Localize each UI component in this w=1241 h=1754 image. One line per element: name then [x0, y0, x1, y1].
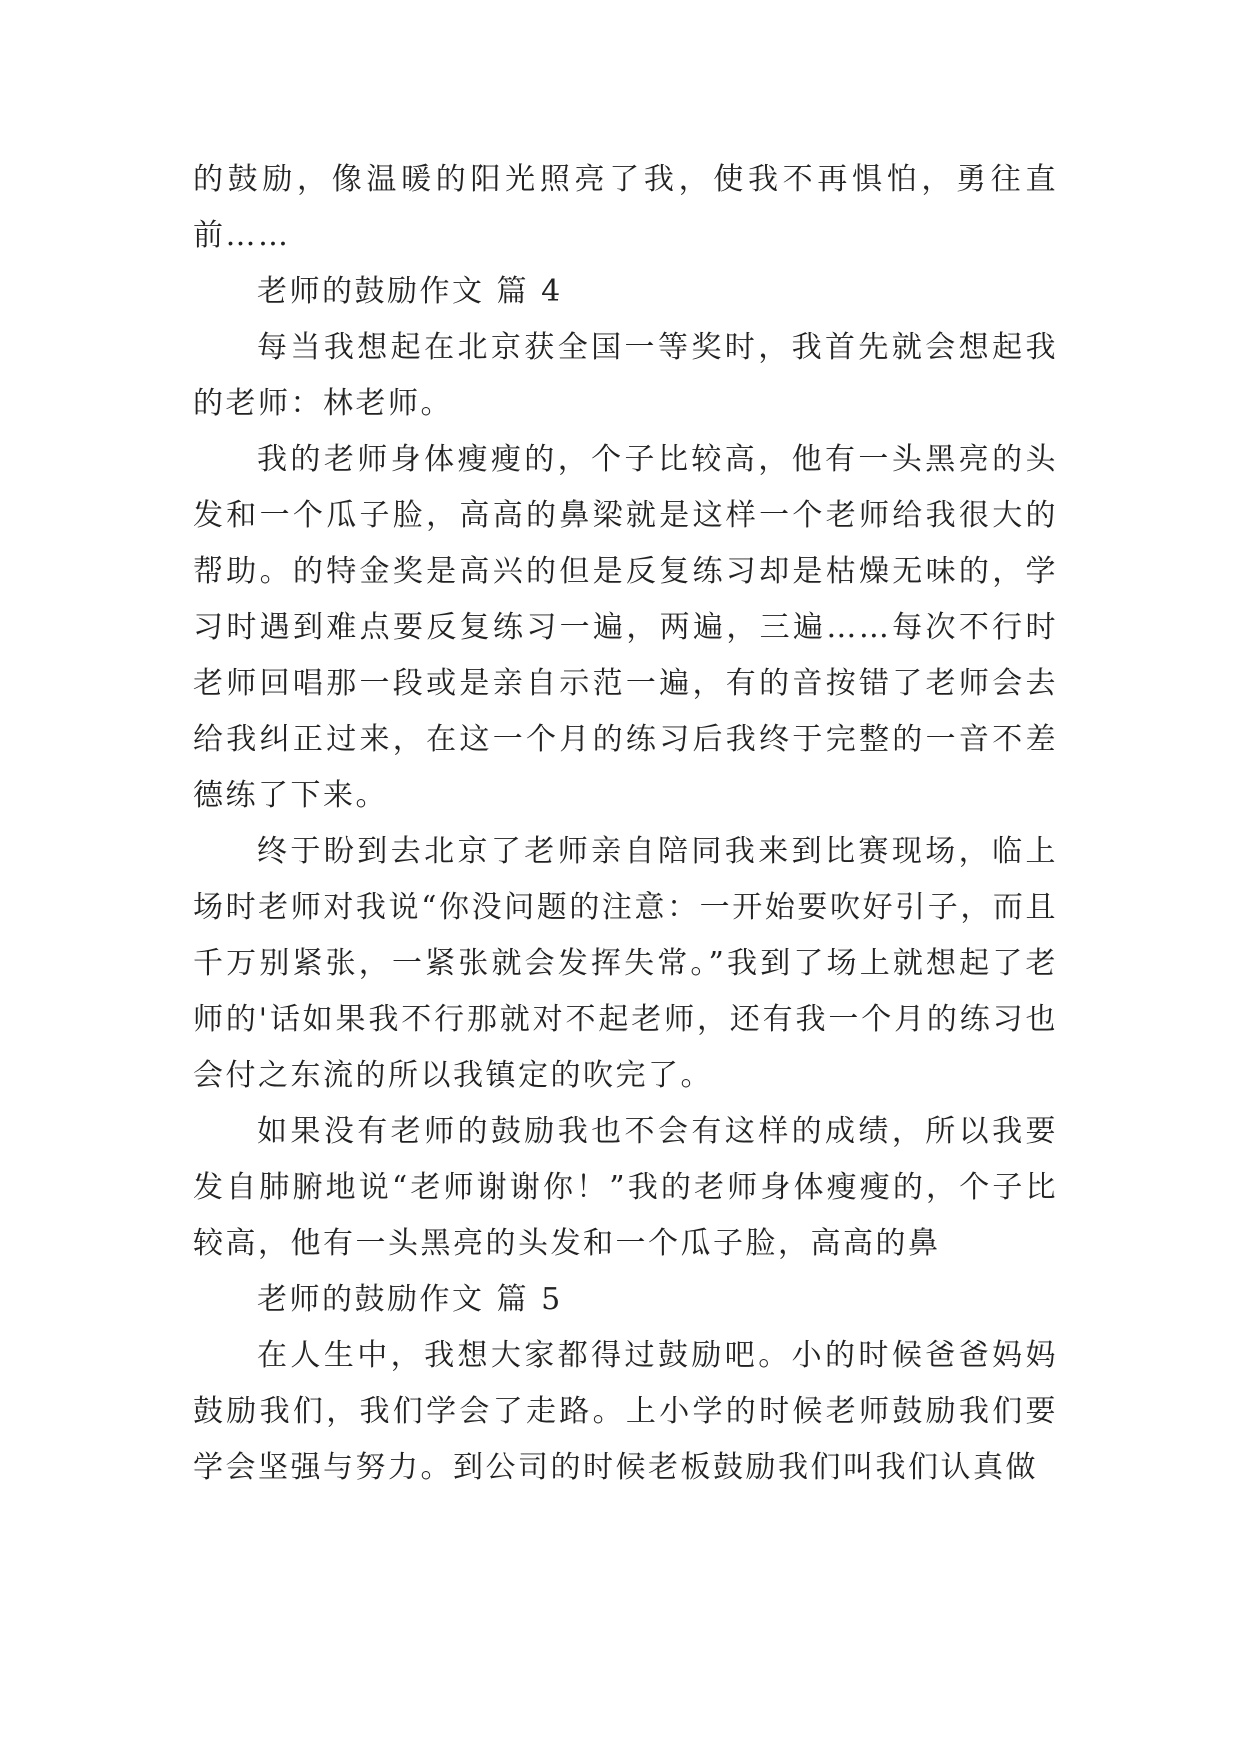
paragraph: 在人生中，我想大家都得过鼓励吧。小的时候爸爸妈妈鼓励我们，我们学会了走路。上小学的时候老师鼓励我们要学会坚强与努力。到公司的时候老板鼓励我们叫我们认真做	[193, 1338, 1058, 1485]
paragraph: 终于盼到去北京了老师亲自陪同我来到比赛现场，临上场时老师对我说“你没问题的注意：一开始要吹好引子，而且千万别紧张，一紧张就会发挥失常。”我到了场上就想起了老师的'话如果我不行那就对不起老师，还有我一个月的练习也会付之东流的所以我镇定的吹完了。	[193, 834, 1058, 1093]
paragraph: 如果没有老师的鼓励我也不会有这样的成绩，所以我要发自肺腑地说“老师谢谢你！”我的老师身体瘦瘦的，个子比较高，他有一头黑亮的头发和一个瓜子脸，高高的鼻	[193, 1114, 1058, 1261]
section-heading-5: 老师的鼓励作文 篇 5	[257, 1282, 563, 1317]
section-heading-4: 老师的鼓励作文 篇 4	[257, 274, 563, 309]
paragraph-continuation: 的鼓励，像温暖的阳光照亮了我，使我不再惧怕，勇往直前……	[193, 162, 1058, 253]
document-body	[193, 152, 1058, 1496]
paragraph: 每当我想起在北京获全国一等奖时，我首先就会想起我的老师：林老师。	[193, 330, 1058, 421]
paragraph: 我的老师身体瘦瘦的，个子比较高，他有一头黑亮的头发和一个瓜子脸，高高的鼻梁就是这样一个老师给我很大的帮助。的特金奖是高兴的但是反复练习却是枯燥无味的，学习时遇到难点要反复练习一遍，两遍，三遍……每次不行时老师回唱那一段或是亲自示范一遍，有的音按错了老师会去给我纠正过来，在这一个月的练习后我终于完整的一音不差德练了下来。	[193, 442, 1058, 813]
